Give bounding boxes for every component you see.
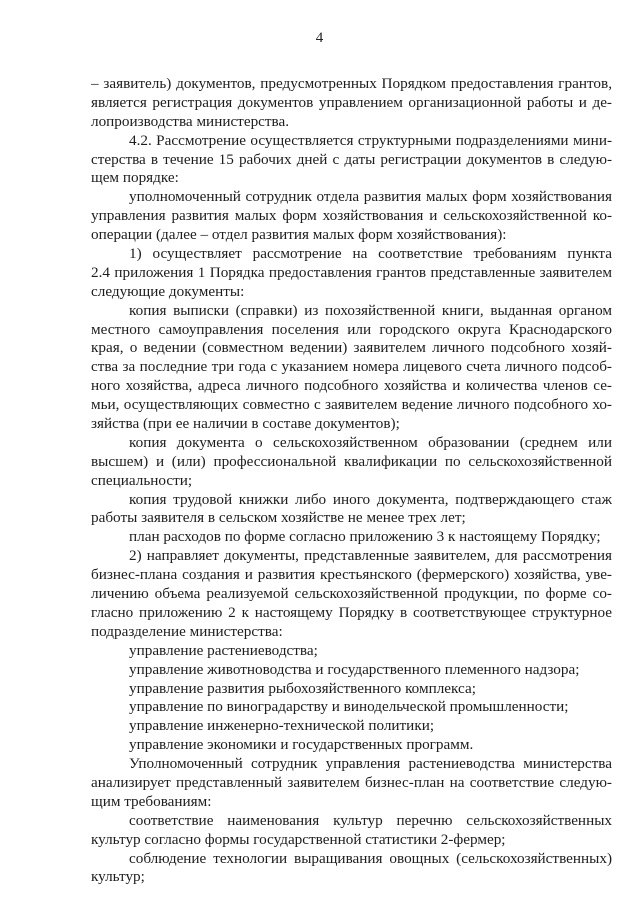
page-number: 4 <box>315 30 324 46</box>
text-line: следующие документы: <box>91 282 245 300</box>
text-line: лопроизводства министерства. <box>91 112 290 130</box>
text-line: Уполномоченный сотрудник управления растениеводства министерства <box>129 755 612 773</box>
text-line: гласно приложению 2 к настоящему Порядку в соответствующее структурное <box>91 603 612 621</box>
text-line: 1) осуществляет рассмотрение на соответствие требованиям пункта <box>129 245 612 263</box>
text-line: 2.4 приложения 1 Порядка предоставления грантов представленные заявителем <box>91 263 612 281</box>
text-line: щем порядке: <box>91 169 179 187</box>
text-line: управление растениеводства; <box>129 641 318 659</box>
text-line: ного хозяйства, адреса личного подсобного хозяйства и количества членов се- <box>91 377 612 395</box>
text-line: управление развития рыбохозяйственного комплекса; <box>129 679 476 697</box>
text-line: 4.2. Рассмотрение осуществляется структурными подразделениями мини- <box>129 131 612 149</box>
text-line: операции (далее – отдел развития малых форм хозяйствования): <box>91 226 507 244</box>
text-line: культур согласно формы государственной статистики 2-фермер; <box>91 830 506 848</box>
text-line: управление экономики и государственных программ. <box>129 736 474 754</box>
text-line: местного самоуправления поселения или городского округа Краснодарского <box>91 320 612 338</box>
text-line: ства за последние три года с указанием номера лицевого счета личного подсоб- <box>91 358 612 376</box>
text-line: копия выписки (справки) из похозяйственной книги, выданная органом <box>129 301 612 319</box>
text-line: стерства в течение 15 рабочих дней с даты регистрации документов в следую- <box>91 150 612 168</box>
text-line: соблюдение технологии выращивания овощных (сельскохозяйственных) <box>129 849 612 867</box>
text-line: копия трудовой книжки либо иного документа, подтверждающего стаж <box>129 490 612 508</box>
text-line: управление животноводства и государственного племенного надзора; <box>129 660 580 678</box>
text-line: бизнес-плана создания и развития крестьянского (фермерского) хозяйства, уве- <box>91 566 612 584</box>
text-line: копия документа о сельскохозяйственном образовании (среднем или <box>129 433 612 451</box>
text-line: высшем) и (или) профессиональной квалификации по сельскохозяйственной <box>91 452 612 470</box>
text-line: соответствие наименования культур перечню сельскохозяйственных <box>129 811 612 829</box>
text-line: управление по виноградарству и винодельческой промышленности; <box>129 698 569 716</box>
text-line: 2) направляет документы, представленные заявителем, для рассмотрения <box>129 547 612 565</box>
text-line: специальности; <box>91 471 193 489</box>
text-line: зяйства (при ее наличии в составе документов); <box>91 415 400 433</box>
text-line: работы заявителя в сельском хозяйстве не менее трех лет; <box>91 509 466 527</box>
text-line: культур; <box>91 868 145 886</box>
text-line: края, о ведении (совместном ведении) заявителем личного подсобного хозяй- <box>91 339 612 357</box>
text-line: мьи, осуществляющих совместно с заявителем ведение личного подсобного хо- <box>91 396 612 414</box>
text-line: управление инженерно-технической политики; <box>129 717 435 735</box>
text-line: управления развития малых форм хозяйствования и сельскохозяйственной ко- <box>91 207 612 225</box>
text-line: щим требованиям: <box>91 792 212 810</box>
text-line: – заявитель) документов, предусмотренных Порядком предоставления грантов, <box>91 75 612 92</box>
text-line: личению объема реализуемой сельскохозяйственной продукции, по форме со- <box>91 585 612 603</box>
text-line: является регистрация документов управлением организационной работы и де- <box>91 93 612 111</box>
text-line: план расходов по форме согласно приложению 3 к настоящему Порядку; <box>129 528 601 546</box>
text-line: уполномоченный сотрудник отдела развития малых форм хозяйствования <box>129 188 612 206</box>
body-text <box>91 75 612 887</box>
text-line: подразделение министерства: <box>91 622 283 640</box>
text-line: анализирует представленный заявителем бизнес-план на соответствие следую- <box>91 773 612 791</box>
